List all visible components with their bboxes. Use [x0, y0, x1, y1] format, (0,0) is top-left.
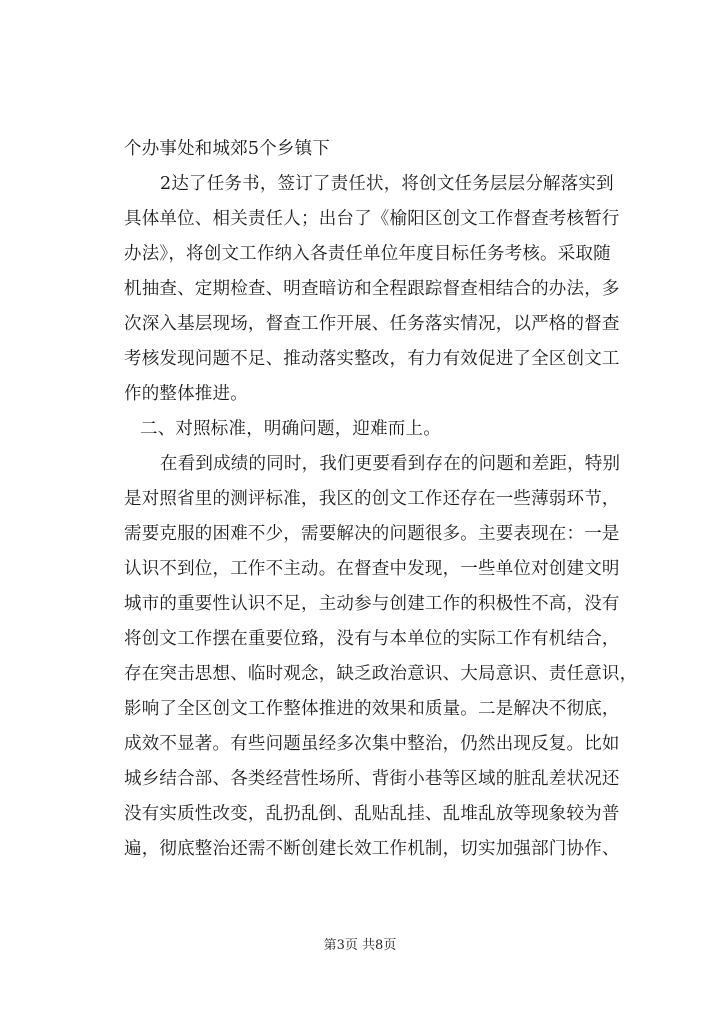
section-heading: 二、对照标准，明确问题，迎难而上。: [140, 419, 441, 439]
text-line: 需要克服的困难不少，需要解决的问题很多。主要表现在：一是: [124, 524, 620, 544]
text-line: 在看到成绩的同时，我们更要看到存在的问题和差距，特别: [160, 454, 621, 474]
text-line: 遍，彻底整治还需不断创建长效工作机制，切实加强部门协作、: [124, 839, 620, 859]
page-footer: 第3页 共8页: [323, 938, 397, 953]
text-line: 成效不显著。有些问题虽经多次集中整治，仍然出现反复。比如: [124, 734, 620, 754]
text-line: 次深入基层现场，督查工作开展、任务落实情况，以严格的督查: [124, 314, 620, 334]
text-line: 2达了任务书，签订了责任状，将创文任务层层分解落实到: [160, 174, 614, 194]
text-line: 办法》，将创文工作纳入各责任单位年度目标任务考核。采取随: [124, 244, 611, 264]
text-line: 认识不到位，工作不主动。在督查中发现，一些单位对创建文明: [124, 559, 620, 579]
text-line: 具体单位、相关责任人；出台了《榆阳区创文工作督查考核暂行: [124, 209, 620, 229]
text-line: 个办事处和城郊5个乡镇下: [124, 139, 331, 159]
text-line: 机抽查、定期检查、明查暗访和全程跟踪督查相结合的办法，多: [124, 279, 620, 299]
text-line: 没有实质性改变，乱扔乱倒、乱贴乱挂、乱堆乱放等现象较为普: [124, 804, 620, 824]
text-line: 是对照省里的测评标准，我区的创文工作还存在一些薄弱环节，: [124, 489, 620, 509]
text-line: 城乡结合部、各类经营性场所、背街小巷等区域的脏乱差状况还: [124, 769, 620, 789]
text-line: 将创文工作摆在重要位臵，没有与本单位的实际工作有机结合，: [124, 629, 620, 649]
text-line: 作的整体推进。: [124, 384, 248, 404]
text-line: 城市的重要性认识不足，主动参与创建工作的积极性不高，没有: [124, 594, 620, 614]
text-line: 影响了全区创文工作整体推进的效果和质量。二是解决不彻底，: [124, 699, 620, 719]
text-line: 存在突击思想、临时观念，缺乏政治意识、大局意识、责任意识，: [124, 664, 638, 684]
text-line: 考核发现问题不足、推动落实整改，有力有效促进了全区创文工: [124, 349, 620, 369]
